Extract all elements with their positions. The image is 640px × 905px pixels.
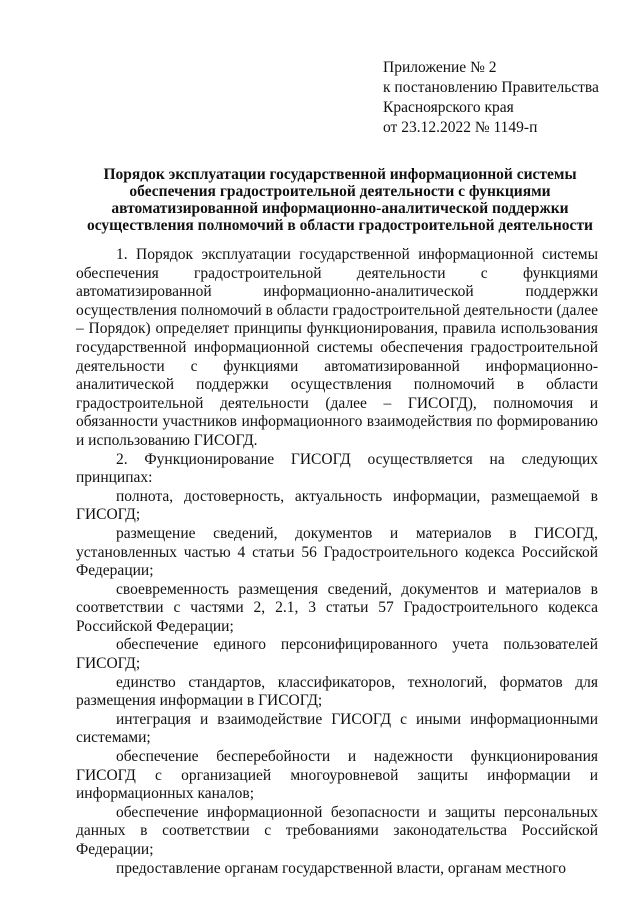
appendix-line: к постановлению Правительства [383, 79, 599, 96]
principle-reliability: обеспечение бесперебойности и надежности функционирования ГИСОГД с организацией многоуровневой защиты информации и информационных каналов; [76, 748, 598, 803]
appendix-line: от 23.12.2022 № 1149-п [383, 119, 538, 136]
title-line: Порядок эксплуатации государственной информационной системы [103, 166, 577, 183]
principle-integration: интеграция и взаимодействие ГИСОГД с иными информационными системами; [76, 710, 598, 747]
document-body [76, 246, 598, 878]
title-line: обеспечения градостроительной деятельности с функциями [129, 183, 551, 200]
appendix-reference [383, 58, 613, 138]
principle-timeliness: своевременность размещения сведений, документов и материалов в соответствии с частями 2, 2.1, 3 статьи 57 Градостроительного кодекса Российской Федерации; [76, 580, 598, 635]
paragraph-2: 2. Функционирование ГИСОГД осуществляется на следующих принципах: [76, 450, 598, 487]
title-line: осуществления полномочий в области градостроительной деятельности [87, 217, 593, 234]
principle-placement: размещение сведений, документов и материалов в ГИСОГД, установленных частью 4 статьи 56 Градостроительного кодекса Российской Федерации; [76, 524, 598, 580]
appendix-line: Приложение № 2 [383, 59, 497, 76]
title-line: автоматизированной информационно-аналитической поддержки [111, 200, 569, 217]
document-title [70, 166, 610, 234]
principle-access: предоставление органам государственной власти, органам местного [116, 859, 566, 877]
appendix-line: Красноярского края [383, 99, 514, 116]
principle-completeness: полнота, достоверность, актуальность информации, размещаемой в ГИСОГД; [76, 487, 598, 524]
principle-security: обеспечение информационной безопасности и защиты персональных данных в соответствии с требованиями законодательства Российской Федерации; [76, 803, 598, 858]
principle-user-accounting: обеспечение единого персонифицированного учета пользователей ГИСОГД; [76, 636, 598, 673]
principle-standards: единство стандартов, классификаторов, технологий, форматов для размещения информации в ГИСОГД; [76, 673, 598, 710]
paragraph-1: 1. Порядок эксплуатации государственной информационной системы обеспечения градостроительной деятельности с функциями автоматизированной информационно-аналитической поддержки осуществления полномочий в области градостроительной деятельности (далее – Порядок) определяет принципы функционирования, правила использования государственной информационной системы обеспечения градостроительной деятельности с функциями автоматизированной информационно-аналитической поддержки осуществления полномочий в области градостроительной деятельности (далее – ГИСОГД), полномочия и обязанности участников информационного взаимодействия по формированию и использованию ГИСОГД. [76, 246, 598, 449]
